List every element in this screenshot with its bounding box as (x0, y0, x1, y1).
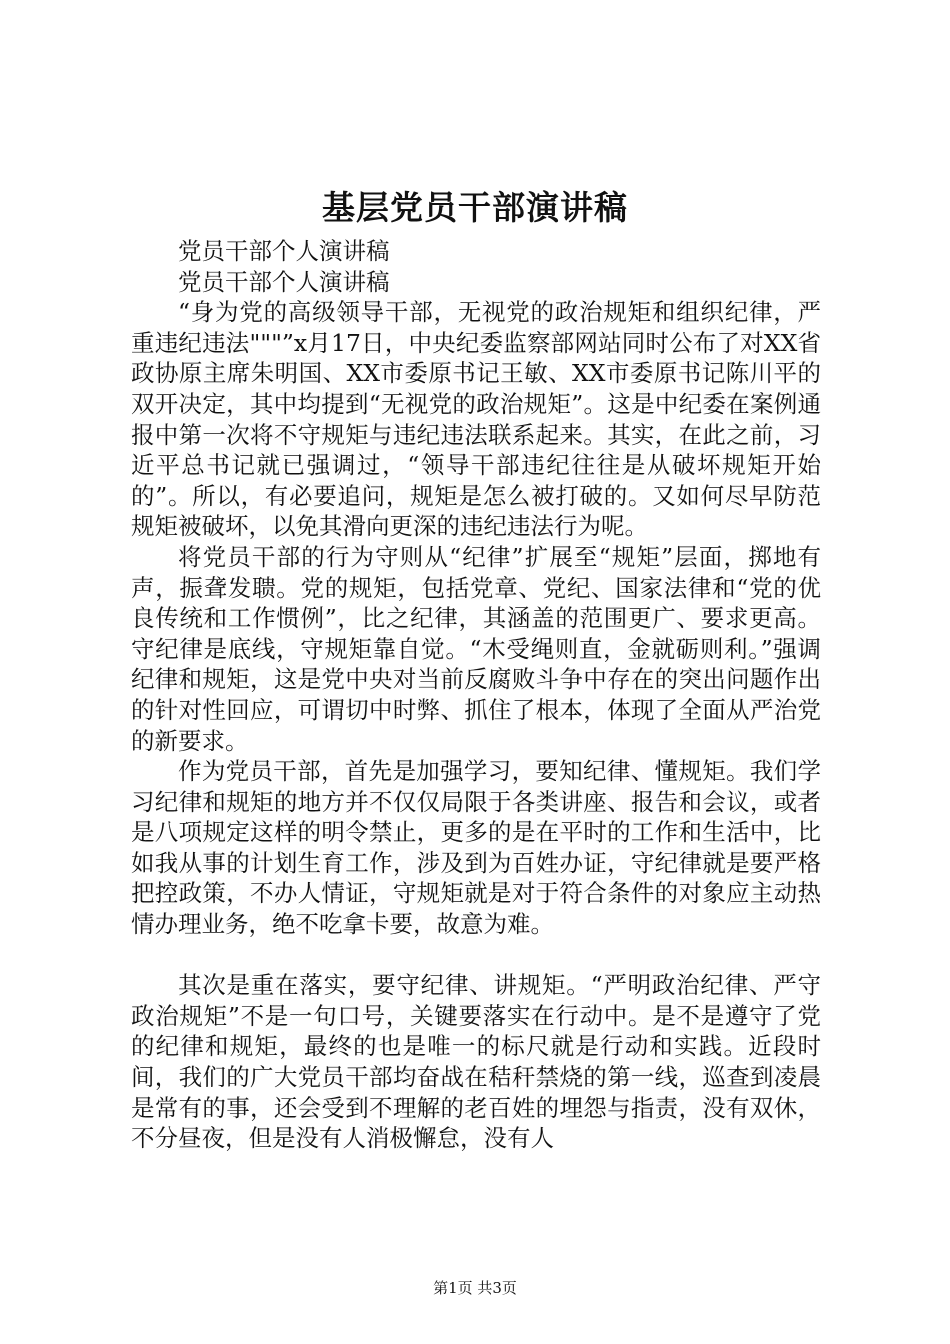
paragraph-heading-1: 党员干部个人演讲稿 (178, 237, 390, 265)
paragraph-4: 其次是重在落实，要守纪律、讲规矩。“严明政治纪律、严守政治规矩”不是一句口号，关键要落实在行动中。是不是遵守了党的纪律和规矩，最终的也是唯一的标尺就是行动和实践。近段时间，我们的广大党员干部均奋战在秸秆禁烧的第一线，巡查到凌晨是常有的事，还会受到不理解的老百姓的埋怨与指责，没有双休，不分昼夜，但是没有人消极懈怠，没有人 (131, 971, 821, 1153)
paragraph-spacer (131, 940, 821, 971)
paragraph-1: “身为党的高级领导干部，无视党的政治规矩和组织纪律，严重违纪违法"""”x月17日，中央纪委监察部网站同时公布了对XX省政协原主席朱明国、XX市委原书记王敏、XX市委原书记陈川平的双开决定，其中均提到“无视党的政治规矩”。这是中纪委在案例通报中第一次将不守规矩与违纪违法联系起来。其实，在此之前，习近平总书记就已强调过，“领导干部违纪往往是从破坏规矩开始的”。所以，有必要追问，规矩是怎么被打破的。又如何尽早防范规矩被破坏，以免其滑向更深的违纪违法行为呢。 (131, 298, 821, 541)
document-body (131, 236, 821, 1154)
document-title: 基层党员干部演讲稿 (322, 188, 628, 227)
paragraph-2: 将党员干部的行为守则从“纪律”扩展至“规矩”层面，掷地有声，振聋发聩。党的规矩，包括党章、党纪、国家法律和“党的优良传统和工作惯例”，比之纪律，其涵盖的范围更广、要求更高。守纪律是底线，守规矩靠自觉。“木受绳则直，金就砺则利。”强调纪律和规矩，这是党中央对当前反腐败斗争中存在的突出问题作出的针对性回应，可谓切中时弊、抓住了根本，体现了全面从严治党的新要求。 (131, 542, 821, 755)
paragraph-3: 作为党员干部，首先是加强学习，要知纪律、懂规矩。我们学习纪律和规矩的地方并不仅仅局限于各类讲座、报告和会议，或者是八项规定这样的明令禁止，更多的是在平时的工作和生活中，比如我从事的计划生育工作，涉及到为百姓办证，守纪律就是要严格把控政策，不办人情证，守规矩就是对于符合条件的对象应主动热情办理业务，绝不吃拿卡要，故意为难。 (131, 757, 821, 939)
paragraph-heading-2: 党员干部个人演讲稿 (178, 267, 390, 296)
page-number: 第1页 共3页 (433, 1279, 517, 1297)
